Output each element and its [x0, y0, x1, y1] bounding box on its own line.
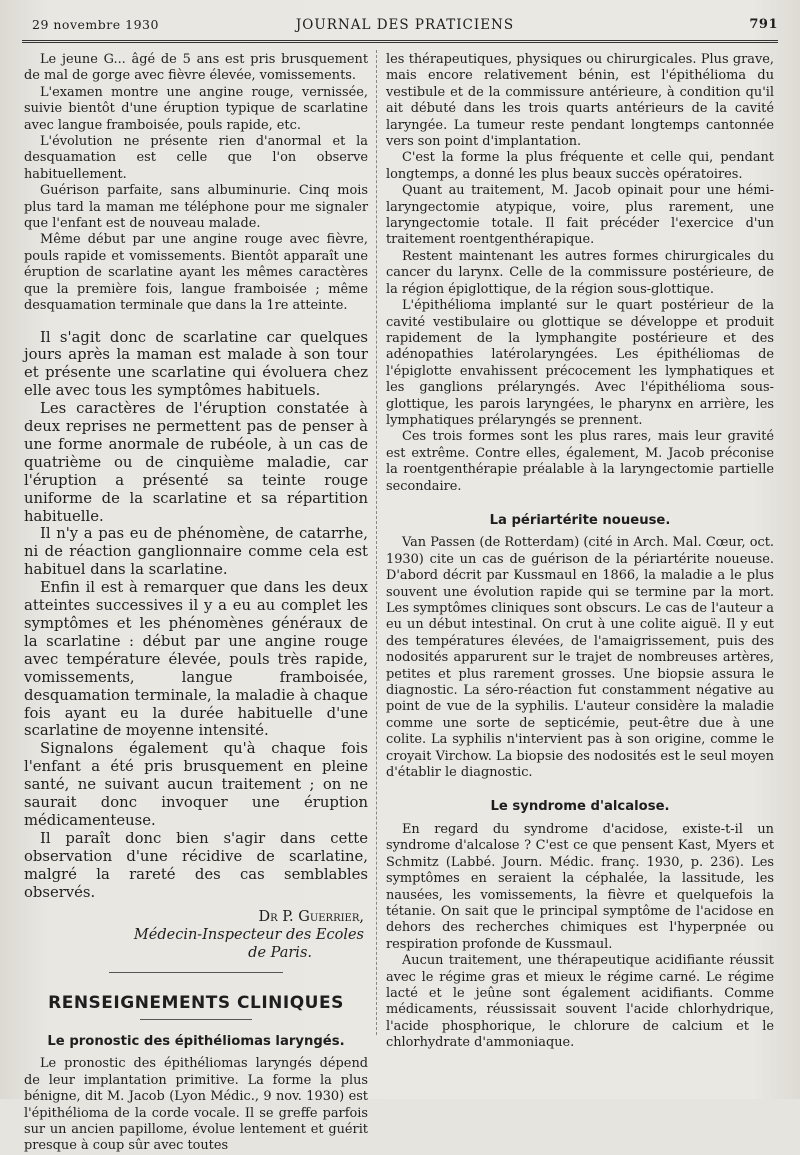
article-paragraph: Ces trois formes sont les plus rares, mais leur gravité est extrême. Contre elles, également, M. Jacob préconise la roentgenthérapie préalable à la laryngectomie partielle secondaire.	[386, 429, 774, 494]
author-city: de Paris.	[248, 944, 312, 961]
discussion-paragraph: Il n'y a pas eu de phénomène, de catarrhe, ni de réaction ganglionnaire comme cela est habituel dans la scarlatine.	[24, 525, 368, 579]
article-paragraph: Van Passen (de Rotterdam) (cité in Arch. Mal. Cœur, oct. 1930) cite un cas de guérison de la périartérite noueuse. D'abord décrit par Kussmaul en 1866, la maladie a le plus souvent une évolution rapide qui se termine par la mort. Les symptômes cliniques sont obscurs. Le cas de l'auteur a eu un début intestinal. On crut à une colite aiguë. Il y eut des températures élevées, de l'amaigrissement, puis des nodosités apparurent sur le trajet de nombreuses artères, petites et plus rarement grosses. Une biopsie assura le diagnostic. La séro-réaction fut constamment négative au point de vue de la syphilis. L'auteur considère la maladie comme une sorte de septicémie, peut-être due à une colite. La syphilis n'intervient pas à son origine, comme le croyait Virchow. La biopsie des nodosités est le seul moyen d'établir le diagnostic.	[386, 535, 774, 781]
case-paragraph: Même début par une angine rouge avec fièvre, pouls rapide et vomissements. Bientôt apparaît une éruption de scarlatine ayant les mêmes caractères que la première fois, langue framboisée ; même desquamation terminale que dans la 1re atteinte.	[24, 232, 368, 314]
article-title-alcalose: Le syndrome d'alcalose.	[490, 799, 670, 815]
case-paragraph: L'évolution ne présente rien d'anormal et la desquamation est celle que l'on observe habituellement.	[24, 134, 368, 182]
case-paragraph: L'examen montre une angine rouge, vernissée, suivie bientôt d'une éruption typique de scarlatine avec langue framboisée, pouls rapide, etc.	[24, 84, 368, 133]
page-header	[32, 17, 778, 41]
header-date: 29 novembre 1930	[32, 17, 159, 32]
discussion-paragraph: Il s'agit donc de scarlatine car quelques jours après la maman est malade à son tour et présente une scarlatine qui évoluera chez elle avec tous les symptômes habituels.	[24, 328, 368, 400]
case-report	[24, 52, 368, 315]
header-journal-title: JOURNAL DES PRATICIENS	[295, 17, 515, 33]
author-role: Médecin-Inspecteur des Ecoles	[133, 926, 364, 943]
discussion-paragraph: Il paraît donc bien s'agir dans cette observation d'une récidive de scarlatine, malgré la rareté des cas semblables observés.	[24, 829, 368, 901]
article-paragraph: les thérapeutiques, physiques ou chirurgicales. Plus grave, mais encore relativement bénin, est l'épithélioma du vestibule et de la commissure antérieure, à condition qu'il ait débuté dans les trois quarts antérieurs de la cavité laryngée. La tumeur reste pendant longtemps cantonnée vers son point d'implantation.	[386, 52, 774, 150]
header-page-number: 791	[749, 17, 778, 32]
author-name: Dr P. Guerrier,	[258, 908, 364, 925]
article-paragraph: Aucun traitement, une thérapeutique acidifiante réussit avec le régime gras et mieux le régime carné. Le régime lacté et le jeûne sont également acidifiants. Comme médicaments, réussissait souvent l'acide chlorhydrique, l'acide phosphorique, le chlorure de calcium et le chlorhydrate d'ammoniaque.	[386, 953, 774, 1051]
article-title-periarterite: La périartérite noueuse.	[489, 512, 671, 528]
discussion-paragraph: Signalons également qu'à chaque fois l'enfant a été pris brusquement en pleine santé, ne suivant aucun traitement ; on ne saurait donc invoquer une éruption médicamenteuse.	[24, 740, 368, 829]
section-divider	[109, 972, 283, 973]
article-title-laryngeal: Le pronostic des épithéliomas laryngés.	[47, 1033, 345, 1049]
right-column	[386, 52, 774, 1052]
case-paragraph: Le jeune G... âgé de 5 ans est pris brusquement de mal de gorge avec fièvre élevée, vomissements.	[24, 52, 368, 84]
article-paragraph: En regard du syndrome d'acidose, existe-t-il un syndrome d'alcalose ? C'est ce que pensent Kast, Myers et Schmitz (Labbé. Journ. Médic. franç. 1930, p. 236). Les symptômes en seraient la céphalée, la lassitude, les nausées, les vomissements, la fièvre et quelquefois la tétanie. On sait que le principal symptôme de l'acidose en dehors des recherches chimiques est l'hyperpnée ou respiration profonde de Kussmaul.	[386, 821, 774, 952]
author-signature	[24, 908, 368, 962]
header-rule	[22, 40, 778, 43]
article-paragraph: Restent maintenant les autres formes chirurgicales du cancer du larynx. Celle de la commissure postérieure, de la région épiglottique, de la région sous-glottique.	[386, 248, 774, 297]
laryngeal-continuation	[386, 52, 774, 495]
article-paragraph: L'épithélioma implanté sur le quart postérieur de la cavité vestibulaire ou glottique se développe et produit rapidement de la lymphangite postérieure et des adénopathies latérolaryngées. Les épithéliomas de l'épiglotte envahissent précocement les lymphatiques et les ganglions prélaryngés. Avec l'épithélioma sous-glottique, les parois laryngées, le pharynx en arrière, les lymphatiques prélaryngés se prennent.	[386, 298, 774, 428]
article-paragraph: C'est la forme la plus fréquente et celle qui, pendant longtemps, a donné les plus beaux succès opératoires.	[386, 150, 774, 182]
case-paragraph: Guérison parfaite, sans albuminurie. Cinq mois plus tard la maman me téléphone pour me signaler que l'enfant est de nouveau malade.	[24, 183, 368, 232]
section-title-underline	[140, 1019, 252, 1020]
section-title: RENSEIGNEMENTS CLINIQUES	[48, 992, 344, 1013]
case-discussion	[24, 329, 368, 902]
article-paragraph: Quant au traitement, M. Jacob opinait pour une hémi-laryngectomie atypique, voire, plus rarement, une laryngectomie totale. Il fait précéder l'exercice d'un traitement roentgenthérapique.	[386, 183, 774, 248]
discussion-paragraph: Enfin il est à remarquer que dans les deux atteintes successives il y a eu au complet les symptômes et les phénomènes généraux de la scarlatine : début par une angine rouge avec température élevée, pouls très rapide, vomissements, langue framboisée, desquamation terminale, la maladie à chaque fois ayant eu la durée habituelle d'une scarlatine de moyenne intensité.	[24, 579, 368, 740]
article-paragraph: Le pronostic des épithéliomas laryngés dépend de leur implantation primitive. La forme la plus bénigne, dit M. Jacob (Lyon Médic., 9 nov. 1930) est l'épithélioma de la corde vocale. Il se greffe parfois sur un ancien papillome, évolue lentement et guérit presque à coup sûr avec toutes	[24, 1056, 368, 1154]
column-divider	[376, 50, 377, 1035]
discussion-paragraph: Les caractères de l'éruption constatée à deux reprises ne permettent pas de penser à une forme anormale de rubéole, à un cas de quatrième ou de cinquième maladie, car l'éruption a présenté sa teinte rouge uniforme de la scarlatine et sa répartition habituelle.	[24, 400, 368, 525]
left-column	[24, 52, 368, 1155]
